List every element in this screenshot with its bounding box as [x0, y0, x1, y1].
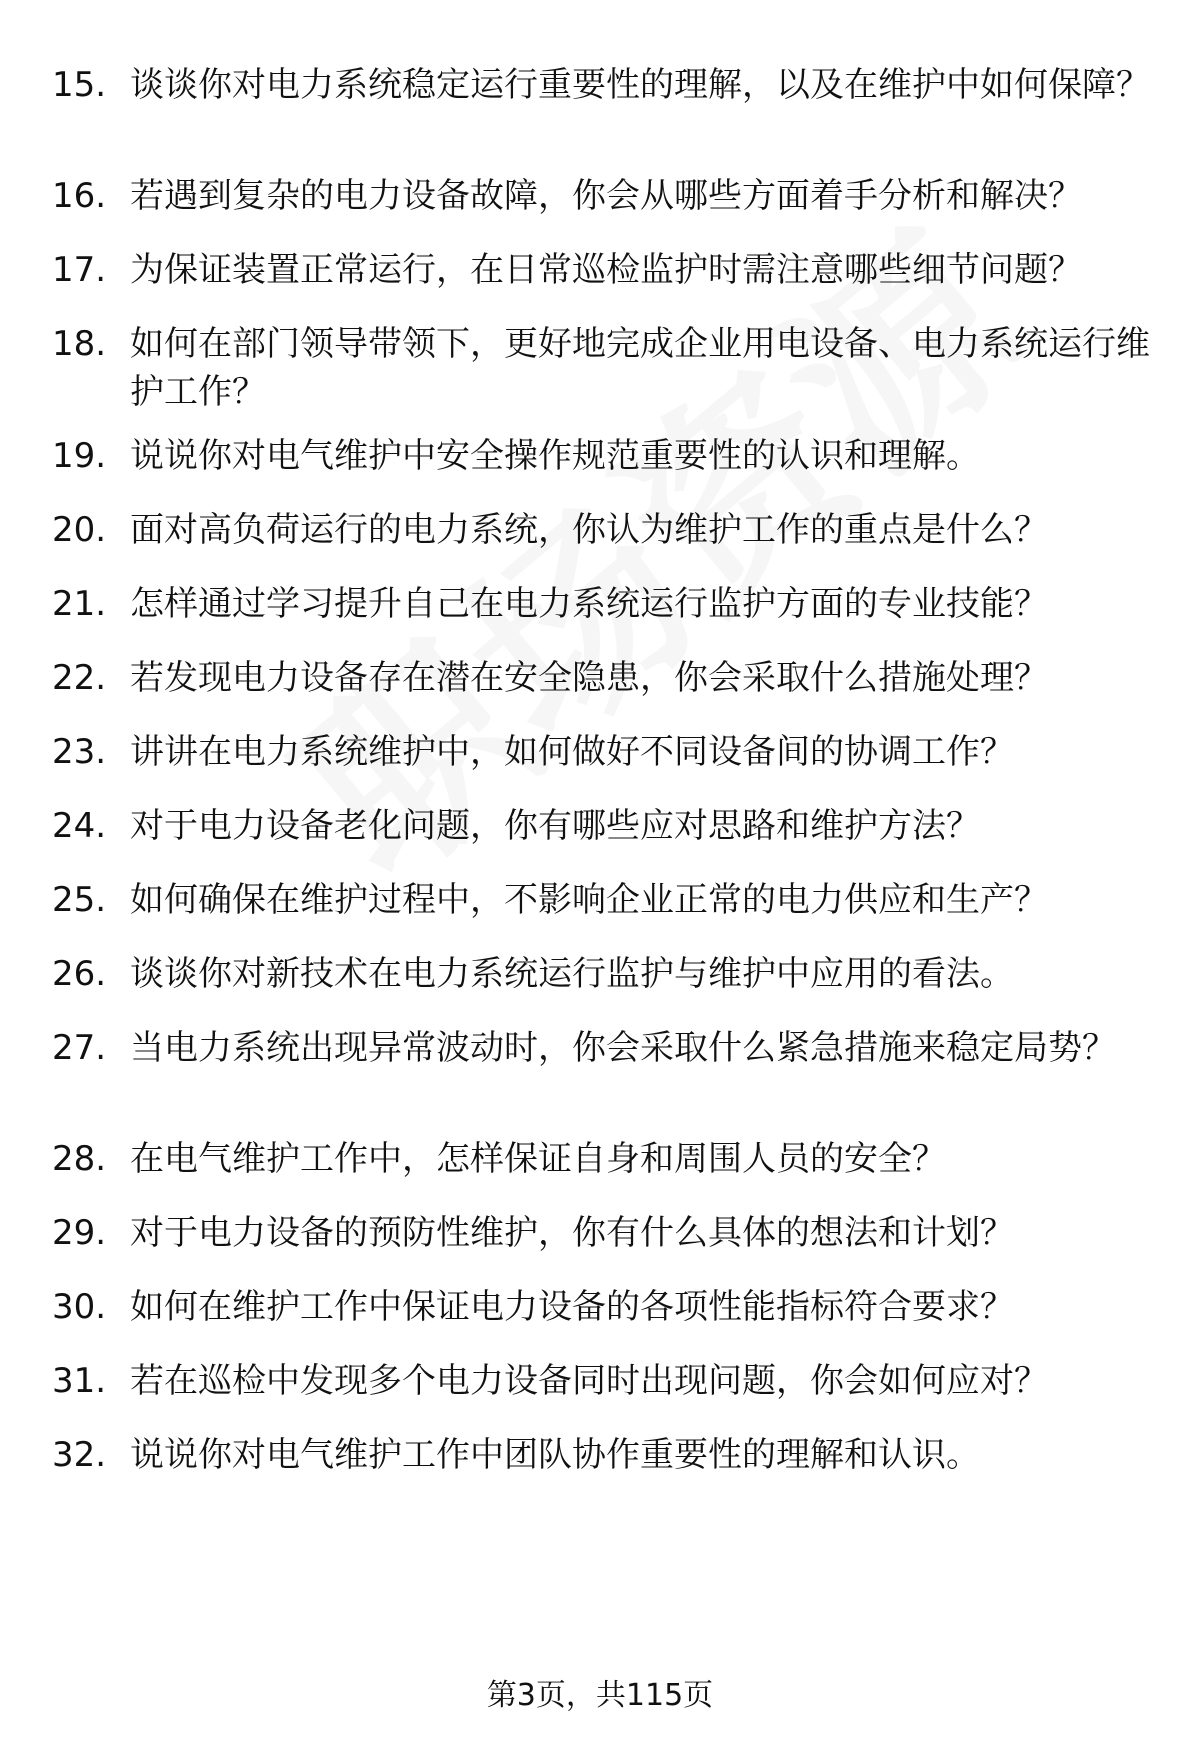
question-item	[52, 246, 1162, 294]
question-text: 若遇到复杂的电力设备故障，你会从哪些方面着手分析和解决？	[130, 176, 1082, 216]
question-text: 为保证装置正常运行，在日常巡检监护时需注意哪些细节问题？	[130, 250, 1082, 290]
question-text: 若发现电力设备存在潜在安全隐患，你会采取什么措施处理？	[130, 658, 1048, 698]
question-item	[52, 172, 1162, 220]
question-number: 22.	[52, 658, 107, 698]
question-number: 17.	[52, 250, 107, 290]
question-item	[52, 320, 1162, 416]
question-number: 30.	[52, 1287, 107, 1327]
question-number: 28.	[52, 1139, 107, 1179]
question-text: 当电力系统出现异常波动时，你会采取什么紧急措施来稳定局势？	[130, 1028, 1116, 1068]
question-item	[52, 506, 1162, 554]
question-text: 怎样通过学习提升自己在电力系统运行监护方面的专业技能？	[130, 584, 1048, 624]
question-number: 25.	[52, 880, 107, 920]
question-number: 32.	[52, 1435, 107, 1475]
question-text: 对于电力设备的预防性维护，你有什么具体的想法和计划？	[130, 1213, 1014, 1253]
question-item	[52, 950, 1162, 998]
question-item	[52, 654, 1162, 702]
question-text: 如何确保在维护过程中，不影响企业正常的电力供应和生产？	[130, 880, 1048, 920]
question-item	[52, 876, 1162, 924]
question-text: 若在巡检中发现多个电力设备同时出现问题，你会如何应对？	[130, 1361, 1048, 1401]
question-number: 27.	[52, 1028, 107, 1068]
question-text: 说说你对电气维护中安全操作规范重要性的认识和理解。	[130, 436, 980, 476]
question-item	[52, 580, 1162, 628]
question-number: 23.	[52, 732, 107, 772]
question-item	[52, 802, 1162, 850]
question-text: 对于电力设备老化问题，你有哪些应对思路和维护方法？	[130, 806, 980, 846]
question-item	[52, 1431, 1162, 1479]
question-text: 讲讲在电力系统维护中，如何做好不同设备间的协调工作？	[130, 732, 1014, 772]
question-number: 21.	[52, 584, 107, 624]
question-number: 15.	[52, 65, 107, 105]
question-number: 29.	[52, 1213, 107, 1253]
question-item	[52, 432, 1162, 480]
question-text: 在电气维护工作中，怎样保证自身和周围人员的安全？	[130, 1139, 946, 1179]
question-item	[52, 1357, 1162, 1405]
question-number: 26.	[52, 954, 107, 994]
question-number: 18.	[52, 324, 107, 364]
question-item	[52, 1283, 1162, 1331]
question-text: 如何在部门领导带领下，更好地完成企业用电设备、电力系统运行维护工作？	[130, 324, 1150, 412]
question-text: 如何在维护工作中保证电力设备的各项性能指标符合要求？	[130, 1287, 1014, 1327]
question-item	[52, 61, 1162, 109]
question-text: 面对高负荷运行的电力系统，你认为维护工作的重点是什么？	[130, 510, 1048, 550]
question-item	[52, 1135, 1162, 1183]
question-number: 16.	[52, 176, 107, 216]
page-number: 第3页，共115页	[486, 1678, 714, 1713]
question-number: 24.	[52, 806, 107, 846]
question-number: 31.	[52, 1361, 107, 1401]
question-text: 谈谈你对新技术在电力系统运行监护与维护中应用的看法。	[130, 954, 1014, 994]
question-text: 说说你对电气维护工作中团队协作重要性的理解和认识。	[130, 1435, 980, 1475]
question-item	[52, 728, 1162, 776]
question-item	[52, 1024, 1162, 1072]
question-text: 谈谈你对电力系统稳定运行重要性的理解，以及在维护中如何保障？	[130, 65, 1150, 105]
question-number: 20.	[52, 510, 107, 550]
question-item	[52, 1209, 1162, 1257]
question-number: 19.	[52, 436, 107, 476]
